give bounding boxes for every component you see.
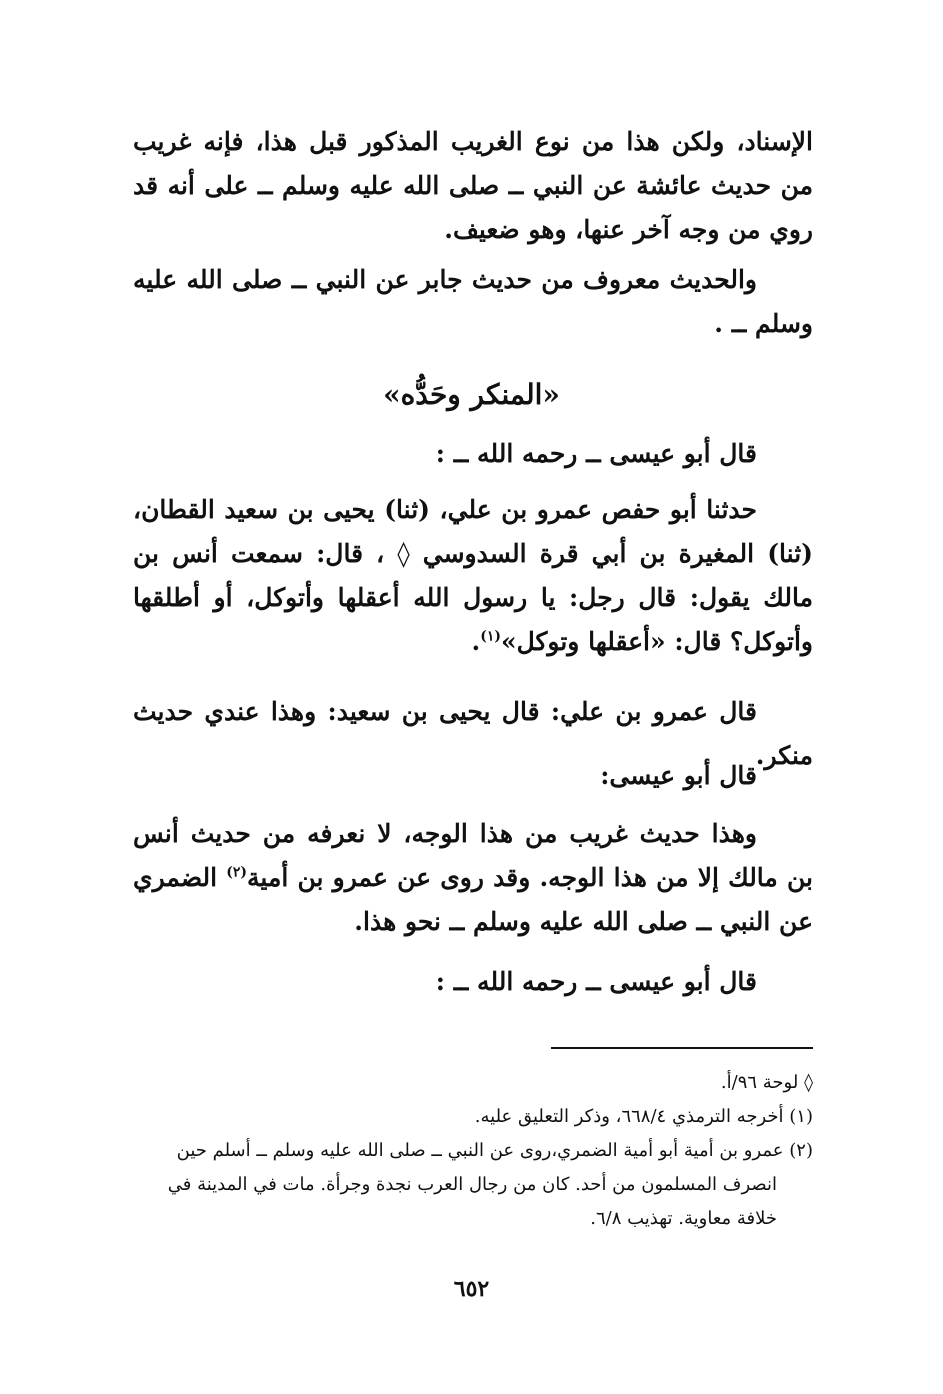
- footnote-marker: (١): [789, 1106, 813, 1127]
- page-number: ٦٥٢: [453, 1276, 490, 1302]
- paragraph-isnad-continuation: [133, 120, 813, 252]
- footnote-2: [133, 1134, 813, 1168]
- footnote-marker: (٢): [789, 1140, 813, 1161]
- paragraph-period: .: [471, 627, 481, 656]
- paragraph-text: والحديث معروف من حديث جابر عن النبي ــ صلى الله عليه وسلم ــ .: [133, 265, 813, 338]
- footnote-1: [133, 1100, 813, 1134]
- paragraph-jabir-hadith: [133, 258, 813, 346]
- footnotes-section: [133, 1066, 813, 1236]
- footnote-reference-2[interactable]: (٢): [226, 864, 248, 881]
- footnote-reference-1[interactable]: (١): [480, 628, 501, 645]
- paragraph-text: الإسناد، ولكن هذا من نوع الغريب المذكور قبل هذا، فإنه غريب من حديث عائشة عن النبي ــ صلى الله عليه وسلم ــ على أنه قد روي من وجه آخر عنها، وهو ضعيف.: [133, 127, 813, 244]
- footnote-divider: [551, 1047, 813, 1049]
- paragraph-text: قال أبو عيسى ــ رحمه الله ــ :: [435, 439, 757, 468]
- footnote-2-continuation: انصرف المسلمون من أحد. كان من رجال العرب نجدة وجرأة. مات في المدينة في: [167, 1174, 777, 1195]
- footnote-marker: ◊: [804, 1072, 813, 1093]
- paragraph-text: قال عمرو بن علي: قال يحيى بن سعيد: وهذا عندي حديث منكر.: [133, 697, 813, 770]
- paragraph-gharib-note: [133, 812, 813, 944]
- paragraph-abu-isa-says-3: [133, 960, 813, 1004]
- footnote-2-continuation: خلافة معاوية. تهذيب ٦/٨.: [590, 1208, 777, 1229]
- paragraph-text: قال أبو عيسى:: [600, 761, 757, 790]
- footnote-text: أخرجه الترمذي ٦٦٨/٤، وذكر التعليق عليه.: [474, 1106, 784, 1127]
- paragraph-text: الضمري عن النبي ــ صلى الله عليه وسلم ــ نحو هذا.: [133, 863, 813, 936]
- paragraph-abu-isa-says: [133, 432, 813, 476]
- footnote-text: لوحة ٩٦/أ.: [720, 1072, 799, 1093]
- paragraph-text: حدثنا أبو حفص عمرو بن علي، (ثنا) يحيى بن سعيد القطان، (ثنا) المغيرة بن أبي قرة السدوسي ◊ ، قال: سمعت أنس بن مالك يقول: قال رجل: يا رسول الله أعقلها وأتوكل، أو أطلقها وأتوكل؟ قال: «أعقلها وتوكل»: [133, 495, 813, 656]
- paragraph-abu-isa-says-2: [133, 754, 813, 798]
- footnote-folio: [133, 1066, 813, 1100]
- paragraph-text: وهذا حديث غريب من هذا الوجه، لا نعرفه من حديث أنس بن مالك إلا من هذا الوجه. وقد روى عن عمرو بن أمية: [133, 819, 813, 892]
- footnote-text: عمرو بن أمية أبو أمية الضمري،روى عن النبي ــ صلى الله عليه وسلم ــ أسلم حين: [176, 1140, 784, 1161]
- paragraph-hadith-chain: [133, 488, 813, 664]
- section-heading: «المنكر وحَدُّه»: [383, 378, 560, 411]
- paragraph-text: قال أبو عيسى ــ رحمه الله ــ :: [435, 967, 757, 996]
